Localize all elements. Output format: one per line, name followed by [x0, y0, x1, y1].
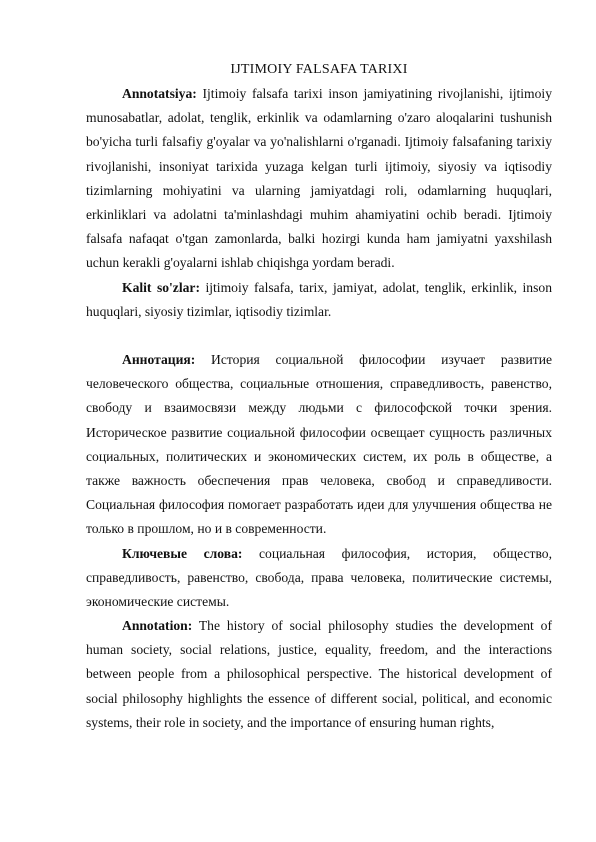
annotation-uzbek-text: Ijtimoiy falsafa tarixi inson jamiyatining rivojlanishi, ijtimoiy munosabatlar, adolat, tenglik, erkinlik va odamlarning o'zaro aloqalarini tushunish bo'yicha turli falsafiy g'oyalar va yo'nalishlarni o'rganadi. Ijtimoiy falsafaning tarixiy rivojlanishi, insoniyat tarixida yuzaga kelgan turli ijtimoiy, siyosiy va iqtisodiy tizimlarning mohiyatini va ularning jamiyatdagi roli, odamlarning huquqlari, erkinliklari va adolatni ta'minlashdagi muhim ahamiyatini ochib beradi. Ijtimoiy falsafa nafaqat o'tgan zamonlarda, balki hozirgi kunda ham jamiyatni yaxshilash uchun kerakli g'oyalarni ishlab chiqishga yordam beradi.	[86, 86, 552, 271]
keywords-uzbek	[86, 276, 552, 324]
paper-title: IJTIMOIY FALSAFA TARIXI	[230, 62, 408, 77]
keywords-russian-label: Ключевые слова:	[122, 546, 243, 561]
keywords-russian	[86, 542, 552, 615]
keywords-russian-text: социальная философия, история, общество, справедливость, равенство, свобода, права человека, политические системы, экономические системы.	[86, 546, 552, 610]
annotation-uzbek	[86, 82, 552, 276]
annotation-russian-label: Аннотация:	[122, 352, 196, 367]
annotation-english	[86, 614, 552, 735]
annotation-english-label: Annotation:	[122, 618, 193, 633]
annotation-russian	[86, 348, 552, 542]
annotation-russian-text: История социальной философии изучает развитие человеческого общества, социальные отношения, справедливость, равенство, свободу и взаимосвязи между людьми с философской точки зрения. Историческое развитие социальной философии освещает сущность различных социальных, политических и экономических систем, их роль в обществе, а также важность обеспечения прав человека, свобод и справедливости. Социальная философия помогает разработать идеи для улучшения общества не только в прошлом, но и в современности.	[86, 352, 552, 537]
keywords-uzbek-label: Kalit so'zlar:	[122, 280, 200, 295]
keywords-uzbek-text: ijtimoiy falsafa, tarix, jamiyat, adolat, tenglik, erkinlik, inson huquqlari, siyosiy tizimlar, iqtisodiy tizimlar.	[86, 280, 552, 320]
annotation-english-text: The history of social philosophy studies the development of human society, social relations, justice, equality, freedom, and the interactions between people from a philosophical perspective. The historical development of social philosophy highlights the essence of different social, political, and economic systems, their role in society, and the importance of ensuring human rights,	[86, 618, 552, 730]
annotation-uzbek-label: Annotatsiya:	[122, 86, 197, 101]
